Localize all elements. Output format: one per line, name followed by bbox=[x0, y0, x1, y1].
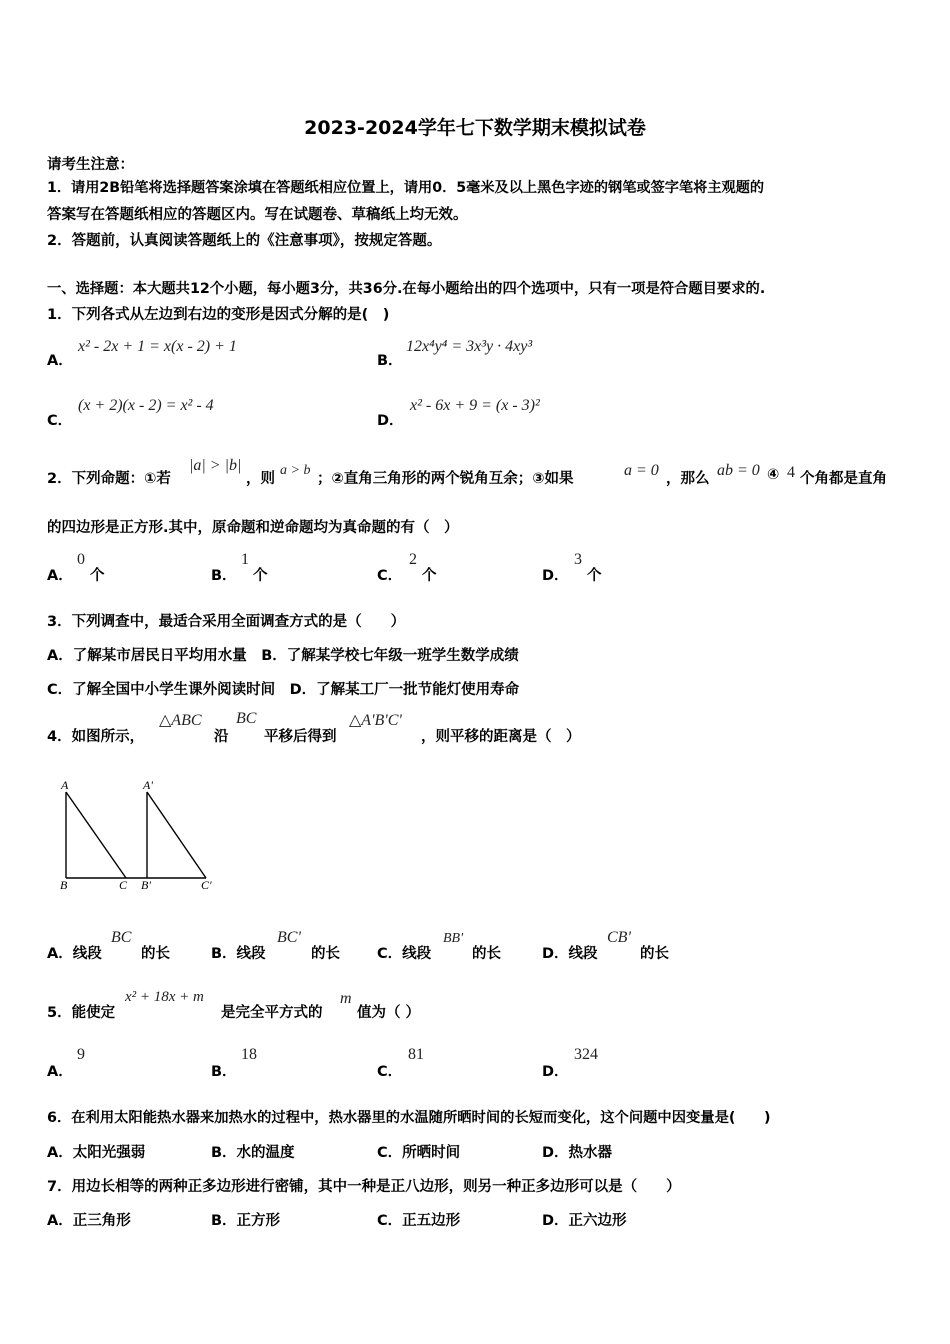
q2-option-d-unit: 个 bbox=[587, 568, 602, 584]
q2-option-b-unit: 个 bbox=[253, 568, 268, 584]
q5-stem-part-3: 值为（ ） bbox=[357, 1005, 421, 1021]
q5-option-b-label[interactable]: B． bbox=[211, 1064, 237, 1080]
notice-line-2: 2．答题前，认真阅读答题纸上的《注意事项》，按规定答题。 bbox=[47, 233, 442, 249]
q7-option-d[interactable]: D．正六边形 bbox=[542, 1213, 627, 1229]
q2-option-b-label[interactable]: B． bbox=[211, 568, 237, 584]
q5-option-a-num: 9 bbox=[77, 1046, 85, 1063]
label-a: A bbox=[61, 778, 69, 792]
q2-math-4: ab = 0 bbox=[717, 462, 760, 479]
q4-stem-part-3: 平移后得到 bbox=[264, 729, 337, 745]
q2-math-3: a = 0 bbox=[624, 462, 659, 479]
q2-stem-part-1: 2．下列命题：①若 bbox=[47, 471, 171, 487]
q5-option-b-num: 18 bbox=[241, 1046, 257, 1063]
translation-figure bbox=[55, 775, 225, 895]
q3-stem: 3．下列调查中，最适合采用全面调查方式的是（ ） bbox=[47, 614, 406, 630]
q2-math-5: 4 bbox=[787, 464, 795, 481]
q5-option-d-label[interactable]: D． bbox=[542, 1064, 569, 1080]
q6-option-c[interactable]: C．所晒时间 bbox=[377, 1145, 461, 1161]
q5-option-d-num: 324 bbox=[574, 1046, 598, 1063]
q2-option-b-num: 1 bbox=[241, 551, 249, 568]
triangle-abc bbox=[66, 792, 126, 878]
q2-stem-part-2: ，则 bbox=[246, 471, 275, 487]
q4-option-b-suffix: 的长 bbox=[311, 946, 340, 962]
q2-option-c-num: 2 bbox=[409, 551, 417, 568]
label-a-prime: A' bbox=[143, 778, 153, 792]
q1-option-c-expr: (x + 2)(x - 2) = x² - 4 bbox=[78, 397, 214, 414]
notice-line-1: 1．请用2B铅笔将选择题答案涂填在答题纸相应位置上，请用0．5毫米及以上黑色字迹的钢笔或签字笔将主观题的 bbox=[47, 180, 765, 196]
q6-option-a[interactable]: A．太阳光强弱 bbox=[47, 1145, 146, 1161]
q2-stem-line-2: 的四边形是正方形.其中，原命题和逆命题均为真命题的有（ ） bbox=[47, 520, 459, 536]
q4-option-a-suffix: 的长 bbox=[141, 946, 170, 962]
q5-stem-part-2: 是完全平方式的 bbox=[221, 1005, 323, 1021]
q5-option-c-num: 81 bbox=[408, 1046, 424, 1063]
label-c-prime: C' bbox=[201, 878, 212, 892]
q1-option-b-expr: 12x⁴y⁴ = 3x³y · 4xy³ bbox=[406, 338, 533, 355]
q4-option-d-math: CB' bbox=[607, 929, 631, 946]
q4-math-3: △A'B'C' bbox=[349, 712, 402, 729]
q4-option-d-label[interactable]: D．线段 bbox=[542, 946, 598, 962]
q6-option-b[interactable]: B．水的温度 bbox=[211, 1145, 295, 1161]
q2-math-2: a > b bbox=[280, 463, 311, 478]
q2-option-a-label[interactable]: A． bbox=[47, 568, 73, 584]
notice-heading: 请考生注意： bbox=[47, 157, 134, 173]
q4-stem-part-1: 4．如图所示， bbox=[47, 729, 145, 745]
q2-option-c-label[interactable]: C． bbox=[377, 568, 403, 584]
q2-option-a-unit: 个 bbox=[90, 568, 105, 584]
q4-math-1: △ABC bbox=[159, 712, 202, 729]
section-heading: 一、选择题：本大题共12个小题，每小题3分，共36分.在每小题给出的四个选项中，只有一项是符合题目要求的. bbox=[47, 281, 766, 297]
q4-option-d-suffix: 的长 bbox=[640, 946, 669, 962]
q4-option-c-label[interactable]: C．线段 bbox=[377, 946, 432, 962]
q1-option-d-expr: x² - 6x + 9 = (x - 3)² bbox=[410, 397, 540, 414]
q4-stem-part-4: ，则平移的距离是（ ） bbox=[421, 729, 581, 745]
q4-option-a-math: BC bbox=[111, 929, 132, 946]
q2-math-1: |a| > |b| bbox=[189, 457, 242, 474]
q4-option-b-label[interactable]: B．线段 bbox=[211, 946, 266, 962]
q4-option-c-math: BB' bbox=[443, 931, 464, 946]
q4-stem-part-2: 沿 bbox=[214, 729, 229, 745]
q3-options-ab[interactable]: A．了解某市居民日平均用水量 B．了解某学校七年级一班学生数学成绩 bbox=[47, 648, 519, 664]
q6-option-d[interactable]: D．热水器 bbox=[542, 1145, 613, 1161]
q6-stem: 6．在利用太阳能热水器来加热水的过程中，热水器里的水温随所晒时间的长短而变化，这个问题中因变量是( ) bbox=[47, 1110, 771, 1126]
q7-option-b[interactable]: B．正方形 bbox=[211, 1213, 281, 1229]
q7-stem: 7．用边长相等的两种正多边形进行密铺，其中一种是正八边形，则另一种正多边形可以是（ ） bbox=[47, 1179, 681, 1195]
q5-math-1: x² + 18x + m bbox=[125, 989, 204, 1005]
q1-option-a-expr: x² - 2x + 1 = x(x - 2) + 1 bbox=[78, 338, 237, 355]
q1-stem: 1．下列各式从左边到右边的变形是因式分解的是( ) bbox=[47, 307, 390, 323]
q4-option-c-suffix: 的长 bbox=[472, 946, 501, 962]
label-c: C bbox=[119, 878, 128, 892]
q5-option-c-label[interactable]: C． bbox=[377, 1064, 403, 1080]
q7-option-a[interactable]: A．正三角形 bbox=[47, 1213, 131, 1229]
q2-option-d-label[interactable]: D． bbox=[542, 568, 569, 584]
q5-stem-part-1: 5．能使定 bbox=[47, 1005, 116, 1021]
q1-option-a-label[interactable]: A． bbox=[47, 353, 73, 369]
q2-stem-part-6: 个角都是直角 bbox=[800, 471, 887, 487]
label-b: B bbox=[60, 878, 68, 892]
triangle-a1b1c1 bbox=[147, 792, 206, 878]
q4-option-b-math: BC' bbox=[277, 929, 301, 946]
q4-math-2: BC bbox=[236, 710, 257, 727]
notice-line-1b: 答案写在答题纸相应的答题区内。写在试题卷、草稿纸上均无效。 bbox=[47, 207, 468, 223]
q1-option-b-label[interactable]: B． bbox=[377, 353, 403, 369]
q5-option-a-label[interactable]: A． bbox=[47, 1064, 73, 1080]
q7-option-c[interactable]: C．正五边形 bbox=[377, 1213, 461, 1229]
q3-options-cd[interactable]: C．了解全国中小学生课外阅读时间 D．了解某工厂一批节能灯使用寿命 bbox=[47, 682, 520, 698]
q2-stem-part-3: ；②直角三角形的两个锐角互余；③如果 bbox=[317, 471, 574, 487]
page-title: 2023-2024学年七下数学期末模拟试卷 bbox=[304, 117, 646, 139]
q5-math-2: m bbox=[340, 990, 352, 1007]
q1-option-c-label[interactable]: C． bbox=[47, 413, 73, 429]
q2-option-c-unit: 个 bbox=[422, 568, 437, 584]
q1-option-d-label[interactable]: D． bbox=[377, 413, 404, 429]
q4-option-a-label[interactable]: A．线段 bbox=[47, 946, 102, 962]
q2-option-d-num: 3 bbox=[574, 551, 582, 568]
q2-stem-part-4: ，那么 bbox=[666, 471, 710, 487]
label-b-prime: B' bbox=[141, 878, 151, 892]
q2-option-a-num: 0 bbox=[77, 551, 85, 568]
q2-stem-part-5: ④ bbox=[767, 467, 780, 483]
